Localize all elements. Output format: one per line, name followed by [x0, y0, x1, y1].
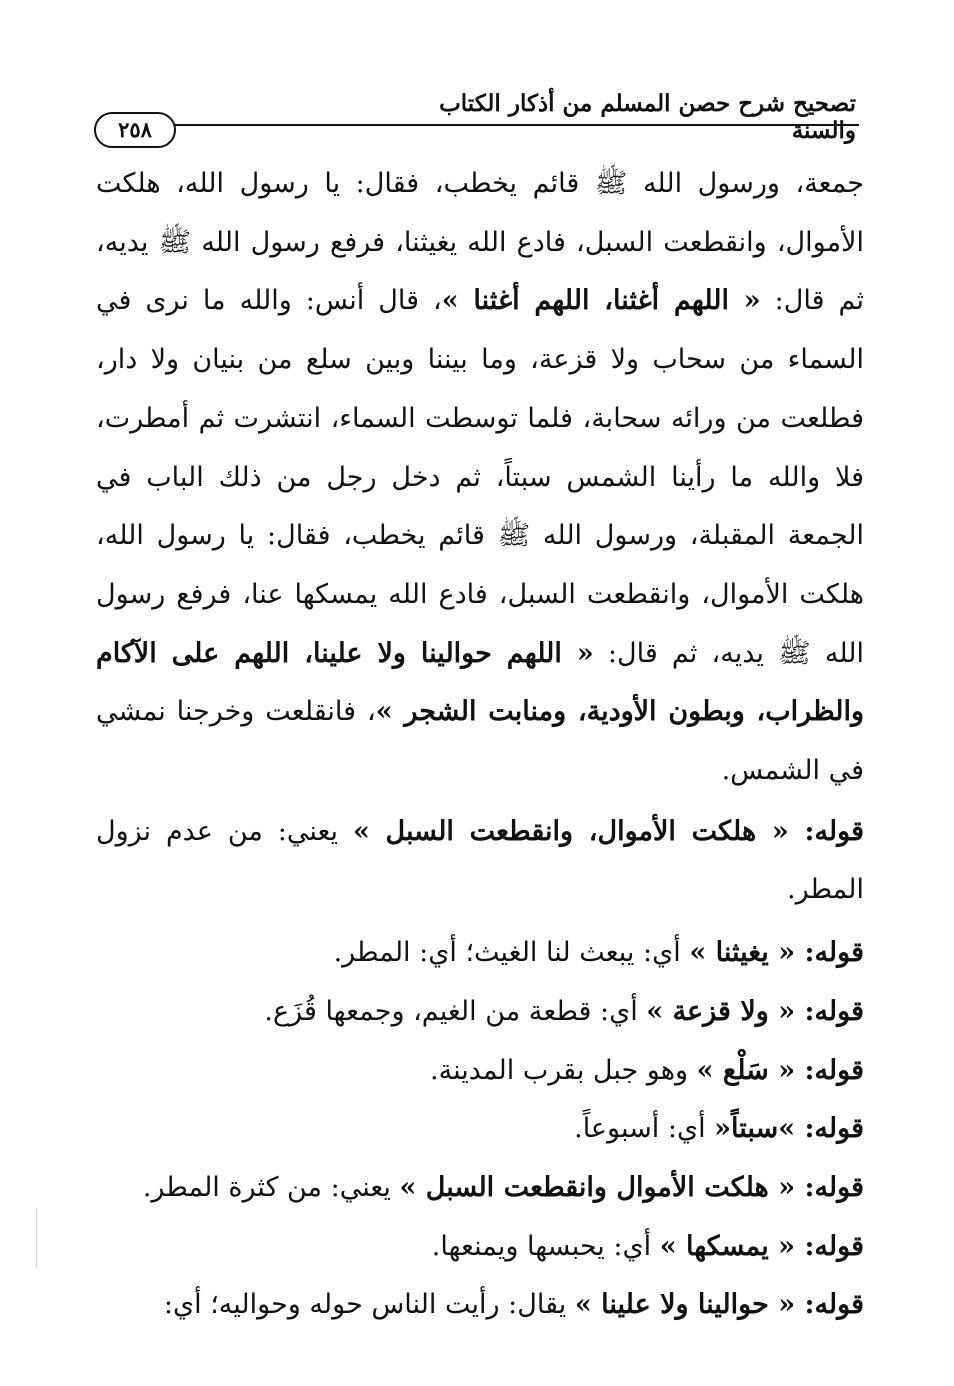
word-note [96, 1276, 864, 1335]
word-notes-list [96, 924, 864, 1335]
word-note [96, 1218, 864, 1277]
explanation-paragraph [96, 803, 864, 920]
note-text: أي: يبعث لنا الغيث؛ أي: المطر. [333, 937, 690, 969]
body-text [96, 155, 864, 1335]
note-label: قوله: « يمسكها » [659, 1230, 864, 1262]
note-text: يقال: رأيت الناس حوله وحواليه؛ أي: [163, 1289, 575, 1321]
hadith-paragraph [96, 155, 864, 801]
dua-text-2: « اللهم حوالينا ولا علينا، اللهم على الآكام والظراب، وبطون الأودية، ومنابت الشجر » [96, 637, 864, 728]
explanation-text: يعني: من عدم نزول المطر. [96, 815, 864, 906]
scan-edge-mark [36, 1208, 37, 1268]
note-label: قوله: « هلكت الأموال وانقطعت السبل » [399, 1171, 864, 1203]
note-text: أي: أسبوعاً. [574, 1113, 715, 1145]
word-note [96, 1100, 864, 1159]
note-text: أي: يحبسها ويمنعها. [431, 1230, 660, 1262]
word-note [96, 1042, 864, 1101]
word-note [96, 924, 864, 983]
note-text: أي: قطعة من الغيم، وجمعها قُزَع. [264, 995, 647, 1027]
note-label: قوله: « ولا قزعة » [646, 995, 864, 1027]
hadith-text-1: جمعة، ورسول الله ﷺ قائم يخطب، فقال: يا رسول الله، هلكت الأموال، وانقطعت السبل، فادع الله يغيثنا، فرفع رسول الله ﷺ يديه، ثم قال: [96, 168, 864, 317]
note-label: قوله: « حوالينا ولا علينا » [574, 1289, 864, 1321]
note-label: قوله: « سَلْع » [696, 1054, 864, 1086]
word-note [96, 983, 864, 1042]
note-text: وهو جبل بقرب المدينة. [430, 1054, 697, 1086]
hadith-text-3: ، فانقلعت وخرجنا نمشي في الشمس. [96, 696, 864, 787]
page-number-badge: ٢٥٨ [94, 112, 176, 148]
note-text: يعني: من كثرة المطر. [142, 1171, 400, 1203]
explanation-label: قوله: « هلكت الأموال، وانقطعت السبل » [352, 815, 865, 847]
dua-text-1: « اللهم أغثنا، اللهم أغثنا » [441, 285, 761, 317]
note-label: قوله: »سبتاً« [714, 1113, 864, 1145]
header-rule [158, 124, 859, 126]
note-label: قوله: « يغيثنا » [689, 937, 864, 969]
word-note [96, 1159, 864, 1218]
hadith-text-2: ، قال أنس: والله ما نرى في السماء من سحاب ولا قزعة، وما بيننا وبين سلع من بنيان ولا دار، فطلعت من ورائه سحابة، فلما توسطت السماء، انتشرت ثم أمطرت، فلا والله ما رأينا الشمس سبتاً، ثم دخل رجل من ذلك الباب في الجمعة المقبلة، ورسول الله ﷺ قائم يخطب، فقال: يا رسول الله، هلكت الأموال، وانقطعت السبل، فادع الله يمسكها عنا، فرفع رسول الله ﷺ يديه، ثم قال: [96, 285, 864, 669]
running-header-title: تصحيح شرح حصن المسلم من أذكار الكتاب والسنة [439, 90, 856, 144]
